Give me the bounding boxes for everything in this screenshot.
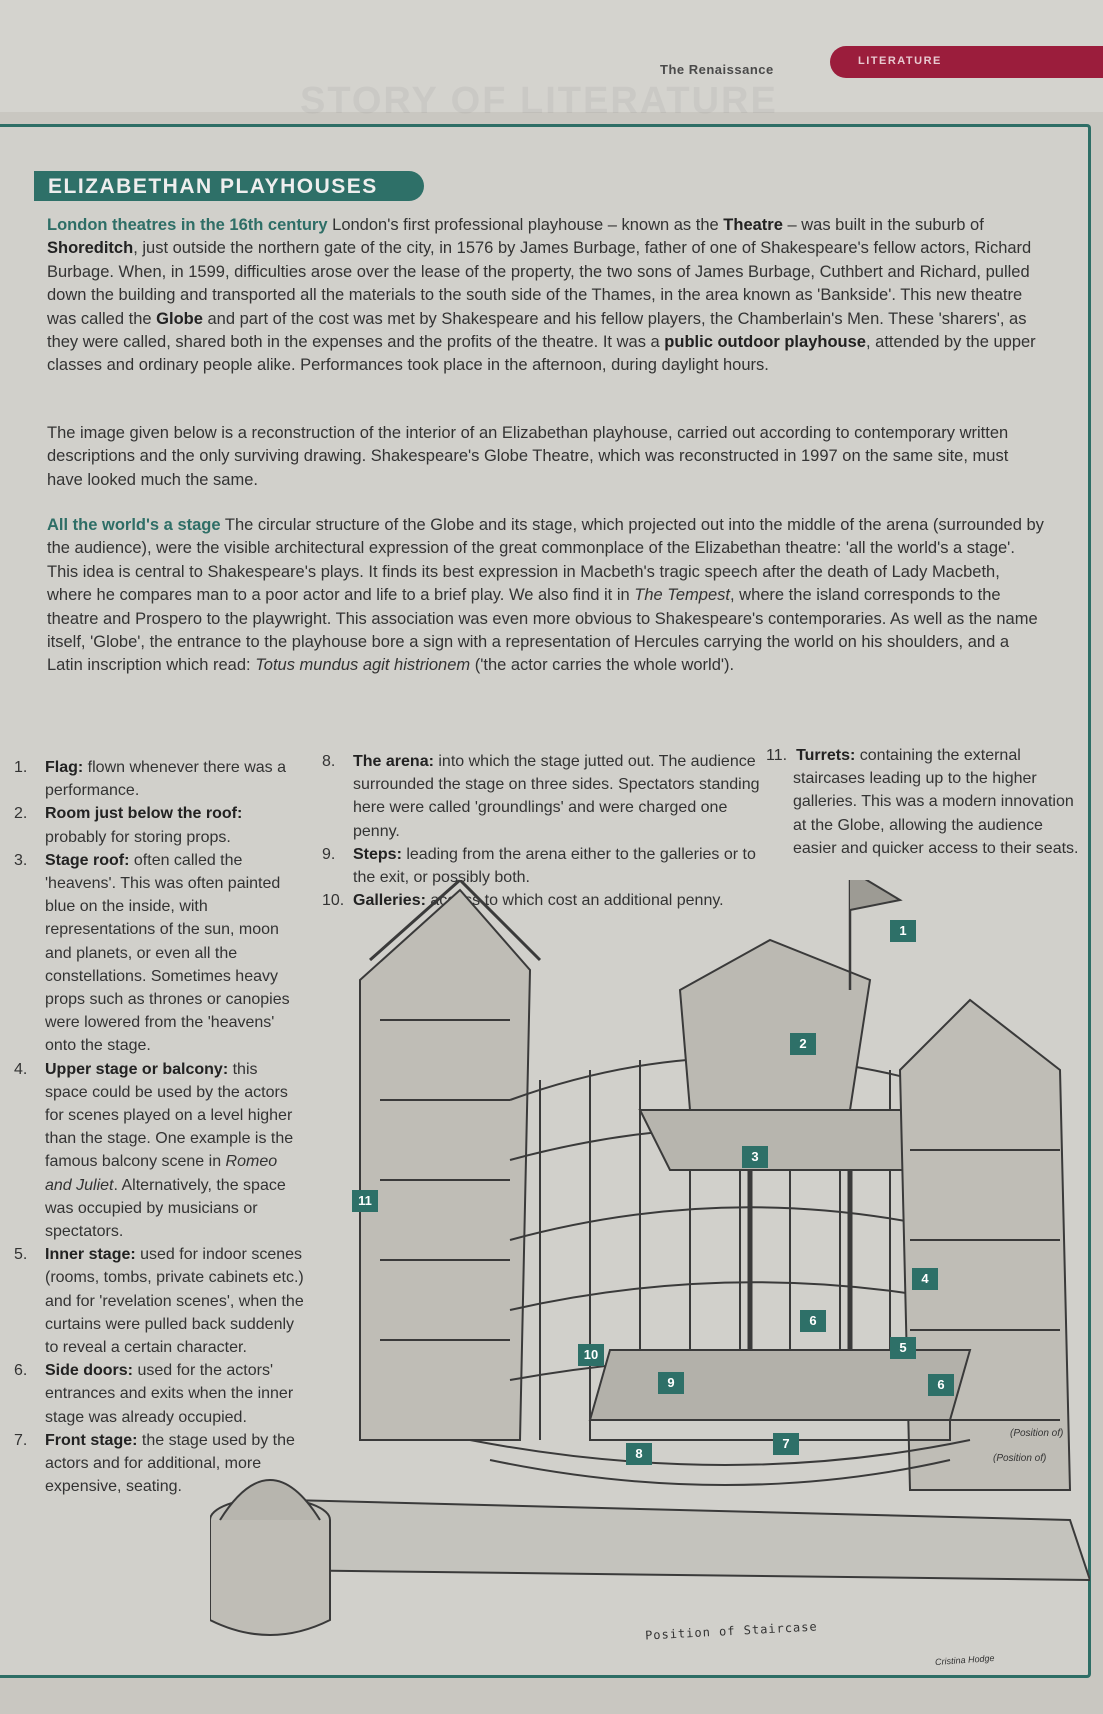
legend-label: Room just below the roof:	[45, 805, 243, 823]
text-run: used for indoor scenes (rooms, tombs, private cabinets etc.) and for 'revelation scenes', when the curtains were pulled back suddenly to reveal a certain character.	[45, 1246, 304, 1357]
legend-number: 9.	[322, 845, 336, 863]
position-caption-1: (Position of)	[1010, 1428, 1064, 1439]
marker-2: 2	[790, 1033, 816, 1055]
legend-label: Steps:	[353, 845, 402, 863]
position-caption-2: (Position of)	[993, 1453, 1047, 1464]
text-run: , where the island corresponds to the theatre and Prospero to the playwright. This association was even more obvious to Shakespeare's contemporaries. As well as the name itself, 'Globe', the entrance to the playhouse bore a sign with a representation of Hercules carrying the world on his shoulders, and a Latin inscription which read:	[47, 586, 1038, 675]
italic-term: Totus mundus agit histrionem	[255, 656, 471, 675]
legend-item	[14, 756, 304, 802]
subject-badge	[830, 46, 1103, 78]
legend-number: 3.	[14, 851, 28, 869]
marker-6-right: 6	[928, 1374, 954, 1396]
subject-badge-label: LITERATURE	[858, 55, 942, 67]
text-run: the stage used by the actors and for additional, more expensive, seating.	[45, 1431, 295, 1496]
legend-number: 11.	[766, 747, 788, 764]
text-run: this space could be used by the actors for scenes played on a level higher than the stage. One example is the famous balcony scene in	[45, 1060, 294, 1171]
staircase-caption: Position of Staircase	[644, 1619, 818, 1643]
italic-term: The Tempest	[634, 586, 730, 605]
text-run: flown whenever there was a performance.	[45, 759, 286, 800]
marker-10: 10	[578, 1344, 604, 1366]
legend-number: 7.	[14, 1431, 28, 1449]
marker-9: 9	[658, 1372, 684, 1394]
paragraph-worlds-stage	[47, 514, 1047, 678]
text-run: The image given below is a reconstruction of the interior of an Elizabethan playhouse, carried out according to contemporary written descriptions and the only surviving drawing. Shakespeare's Globe Theatre, which was reconstructed in 1997 on the same site, must have looked much the same.	[47, 424, 1009, 489]
text-run: . Alternatively, the space was occupied by musicians or spectators.	[45, 1176, 286, 1241]
legend-number: 6.	[14, 1362, 28, 1380]
legend-label: Galleries:	[353, 892, 426, 910]
text-run: ('the actor carries the whole world').	[470, 656, 735, 675]
text-run: London's first professional playhouse – known as the	[332, 216, 724, 234]
text-run: containing the external staircases leading up to the higher galleries. This was a modern innovation at the Globe, allowing the audience easier and quicker access to their seats.	[793, 747, 1079, 857]
marker-6-left: 6	[800, 1310, 826, 1332]
marker-7: 7	[773, 1433, 799, 1455]
italic-term: Romeo and Juliet	[45, 1153, 278, 1194]
legend-label: The arena:	[353, 753, 434, 770]
marker-1: 1	[890, 920, 916, 942]
running-header-section: The Renaissance	[660, 62, 774, 77]
legend-number: 4.	[14, 1060, 28, 1078]
bold-term: Theatre	[723, 216, 783, 234]
text-run: into which the stage jutted out. The audience surrounded the stage on three sides. Spectators standing here were called 'groundlings' and were charged one penny.	[353, 753, 760, 840]
text-run: leading from the arena either to the galleries or to the exit, or possibly both.	[353, 845, 756, 887]
legend-label: Flag:	[45, 759, 84, 776]
text-run: probably for storing props.	[45, 828, 231, 846]
globe-theatre-illustration	[210, 880, 1090, 1672]
paragraph-lead: London theatres in the 16th century	[47, 216, 328, 234]
bold-term: public outdoor playhouse	[664, 333, 866, 352]
marker-3: 3	[742, 1146, 768, 1168]
paragraph-lead: All the world's a stage	[47, 516, 221, 534]
illustrator-signature: Cristina Hodge	[934, 1652, 995, 1668]
legend-number: 10.	[322, 892, 345, 910]
legend-label: Inner stage:	[45, 1246, 136, 1264]
bold-term: Shoreditch	[47, 239, 134, 258]
marker-11: 11	[352, 1190, 378, 1212]
text-run: often called the 'heavens'. This was often painted blue on the inside, with representations of the sun, moon and planets, or even all the constellations. Sometimes heavy props such as thrones or canopies were lowered from the 'heavens' onto the stage.	[45, 851, 290, 1055]
text-run: , just outside the northern gate of the city, in 1576 by James Burbage, father of one of Shakespeare's fellow actors, Richard Burbage. When, in 1599, difficulties arose over the lease of the property, the two sons of James Burbage, Cuthbert and Richard, pulled down the building and transported all the materials to the south side of the Thames, in the area known as 'Bankside'. This new theatre was called the	[47, 239, 1032, 328]
text-run: used for the actors' entrances and exits when the inner stage was already occupied.	[45, 1362, 294, 1426]
text-run: access to which cost an additional penny.	[425, 892, 724, 910]
legend-number: 8.	[322, 753, 336, 770]
legend-column-3	[766, 744, 1083, 860]
ghost-heading: STORY OF LITERATURE	[300, 80, 778, 122]
legend-item	[14, 802, 304, 848]
legend-number: 2.	[14, 805, 28, 823]
legend-number: 5.	[14, 1246, 28, 1264]
marker-4: 4	[912, 1268, 938, 1290]
legend-label: Turrets:	[796, 747, 856, 764]
legend-label: Upper stage or balcony:	[45, 1060, 229, 1078]
legend-label: Front stage:	[45, 1431, 138, 1449]
legend-item	[766, 744, 1083, 860]
section-title: ELIZABETHAN PLAYHOUSES	[48, 175, 378, 198]
paragraph-theatres	[47, 214, 1047, 378]
bold-term: Globe	[156, 309, 203, 328]
legend-label: Side doors:	[45, 1362, 134, 1380]
section-title-banner	[34, 171, 424, 201]
legend-label: Stage roof:	[45, 851, 130, 869]
text-run: , attended by the upper classes and ordinary people alike. Performances took place in the afternoon, during daylight hours.	[47, 333, 1036, 375]
text-run: – was built in the suburb of	[782, 216, 984, 234]
text-run: The circular structure of the Globe and its stage, which projected out into the middle of the arena (surrounded by the audience), were the visible architectural expression of the great commonplace of the Elizabethan theatre: 'all the world's a stage'. This idea is central to Shakespeare's plays. It finds its best expression in Macbeth's tragic speech after the death of Lady Macbeth, where he compares man to a poor actor and life to a brief play. We also find it in	[47, 516, 1044, 605]
marker-8: 8	[626, 1443, 652, 1465]
legend-number: 1.	[14, 759, 28, 776]
marker-5: 5	[890, 1337, 916, 1359]
text-run: and part of the cost was met by Shakespeare and his fellow players, the Chamberlain's Men. These 'sharers', as they were called, shared both in the expenses and the profits of the theatre. It was a	[47, 309, 1027, 352]
paragraph-reconstruction	[47, 422, 1047, 492]
legend-item	[322, 750, 762, 843]
